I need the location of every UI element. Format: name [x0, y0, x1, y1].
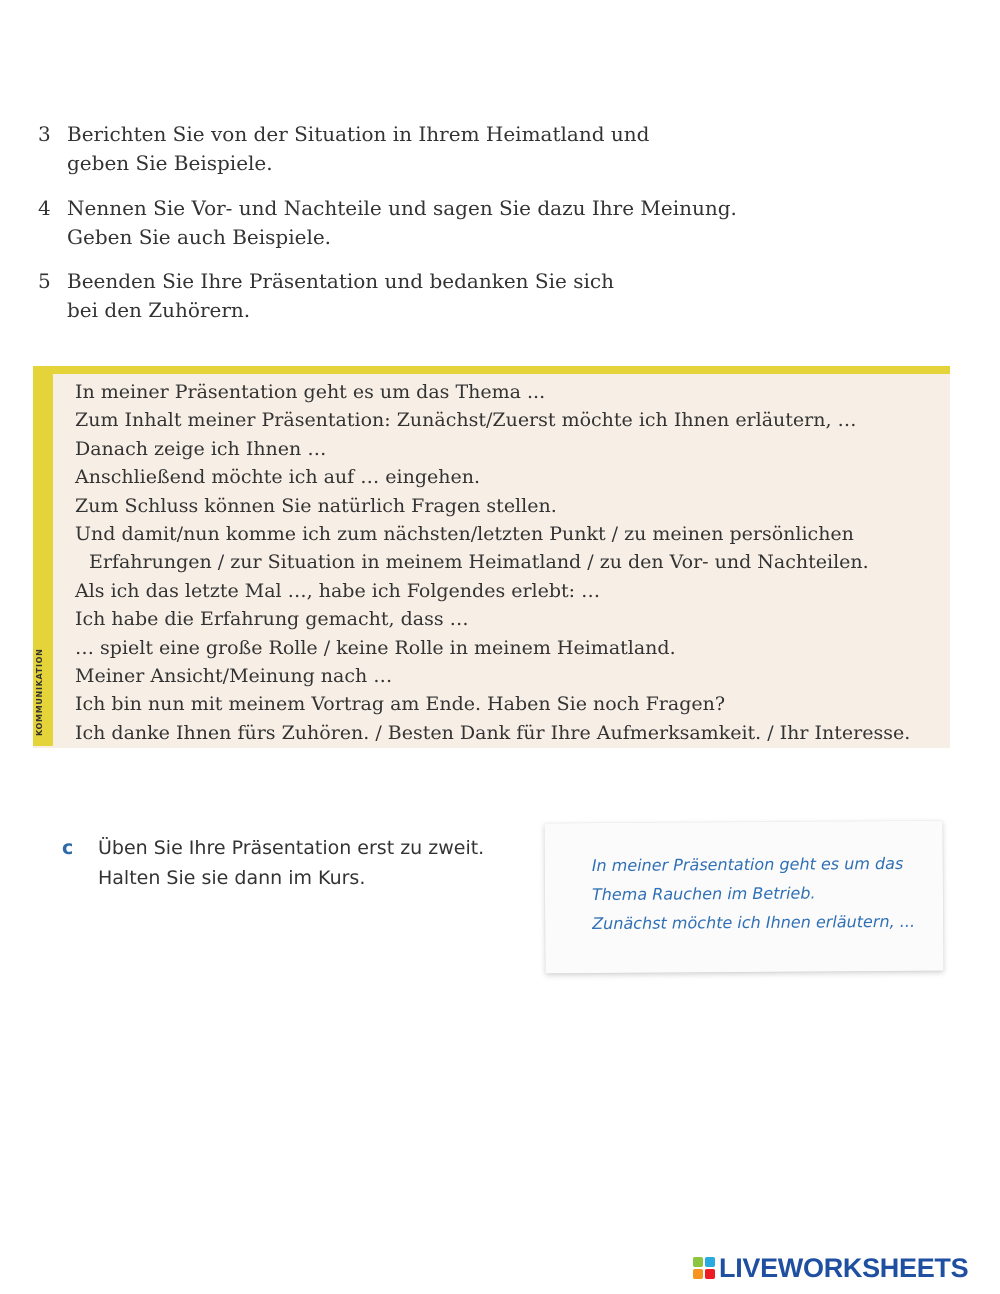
- kommunikation-box: [33, 366, 950, 748]
- phrase-line: Danach zeige ich Ihnen …: [75, 437, 327, 460]
- task-text-line: Berichten Sie von der Situation in Ihrem Heimatland und: [67, 122, 650, 146]
- task-letter: c: [62, 837, 74, 859]
- phrase-line: Zum Schluss können Sie natürlich Fragen stellen.: [75, 494, 557, 517]
- phrase-line: Erfahrungen / zur Situation in meinem Heimatland / zu den Vor- und Nachteilen.: [89, 551, 869, 574]
- task-number: 3: [38, 122, 51, 146]
- task-text-line: bei den Zuhörern.: [67, 298, 251, 322]
- note-line: Zunächst möchte ich Ihnen erläutern, ...: [592, 911, 916, 934]
- logo-square: [705, 1257, 715, 1267]
- phrase-line: … spielt eine große Rolle / keine Rolle in meinem Heimatland.: [75, 636, 676, 659]
- phrase-line: Als ich das letzte Mal …, habe ich Folgendes erlebt: …: [75, 579, 601, 602]
- task-c: [62, 833, 484, 893]
- liveworksheets-logo[interactable]: [693, 1254, 968, 1282]
- logo-square: [705, 1269, 715, 1279]
- note-line: Thema Rauchen im Betrieb.: [591, 883, 816, 905]
- task-number: 5: [38, 269, 51, 293]
- task-5: [38, 267, 758, 325]
- phrase-line: Anschließend möchte ich auf … eingehen.: [75, 466, 481, 489]
- phrase-line: Ich habe die Erfahrung gemacht, dass …: [75, 608, 469, 631]
- handwritten-note: [544, 821, 943, 974]
- phrase-list: [75, 378, 945, 747]
- logo-mark-icon: [693, 1257, 715, 1279]
- note-line: In meiner Präsentation geht es um das: [591, 853, 904, 876]
- logo-square: [693, 1257, 703, 1267]
- phrase-line: Und damit/nun komme ich zum nächsten/letzten Punkt / zu meinen persönlichen: [75, 523, 854, 546]
- task-text-line: Geben Sie auch Beispiele.: [67, 225, 332, 249]
- task-text-line: Beenden Sie Ihre Präsentation und bedanken Sie sich: [67, 269, 614, 293]
- task-3: [38, 120, 758, 178]
- box-top-bar: [33, 366, 950, 374]
- task-text-line: Nennen Sie Vor- und Nachteile und sagen Sie dazu Ihre Meinung.: [67, 196, 737, 220]
- logo-square: [693, 1269, 703, 1279]
- phrase-line: Meiner Ansicht/Meinung nach …: [75, 665, 393, 688]
- logo-wordmark: LIVEWORKSHEETS: [719, 1252, 969, 1283]
- task-4: [38, 194, 758, 252]
- task-c-line: Üben Sie Ihre Präsentation erst zu zweit.: [98, 837, 485, 859]
- phrase-line: Ich danke Ihnen fürs Zuhören. / Besten Dank für Ihre Aufmerksamkeit. / Ihr Interesse.: [75, 721, 911, 744]
- task-text-line: geben Sie Beispiele.: [67, 151, 273, 175]
- phrase-line: Zum Inhalt meiner Präsentation: Zunächst/Zuerst möchte ich Ihnen erläutern, …: [75, 409, 857, 432]
- task-number: 4: [38, 196, 51, 220]
- task-c-line: Halten Sie sie dann im Kurs.: [98, 867, 366, 889]
- kommunikation-label: KOMMUNIKATION: [35, 648, 44, 736]
- phrase-line: Ich bin nun mit meinem Vortrag am Ende. Haben Sie noch Fragen?: [75, 693, 726, 716]
- phrase-line: In meiner Präsentation geht es um das Thema ...: [75, 381, 546, 403]
